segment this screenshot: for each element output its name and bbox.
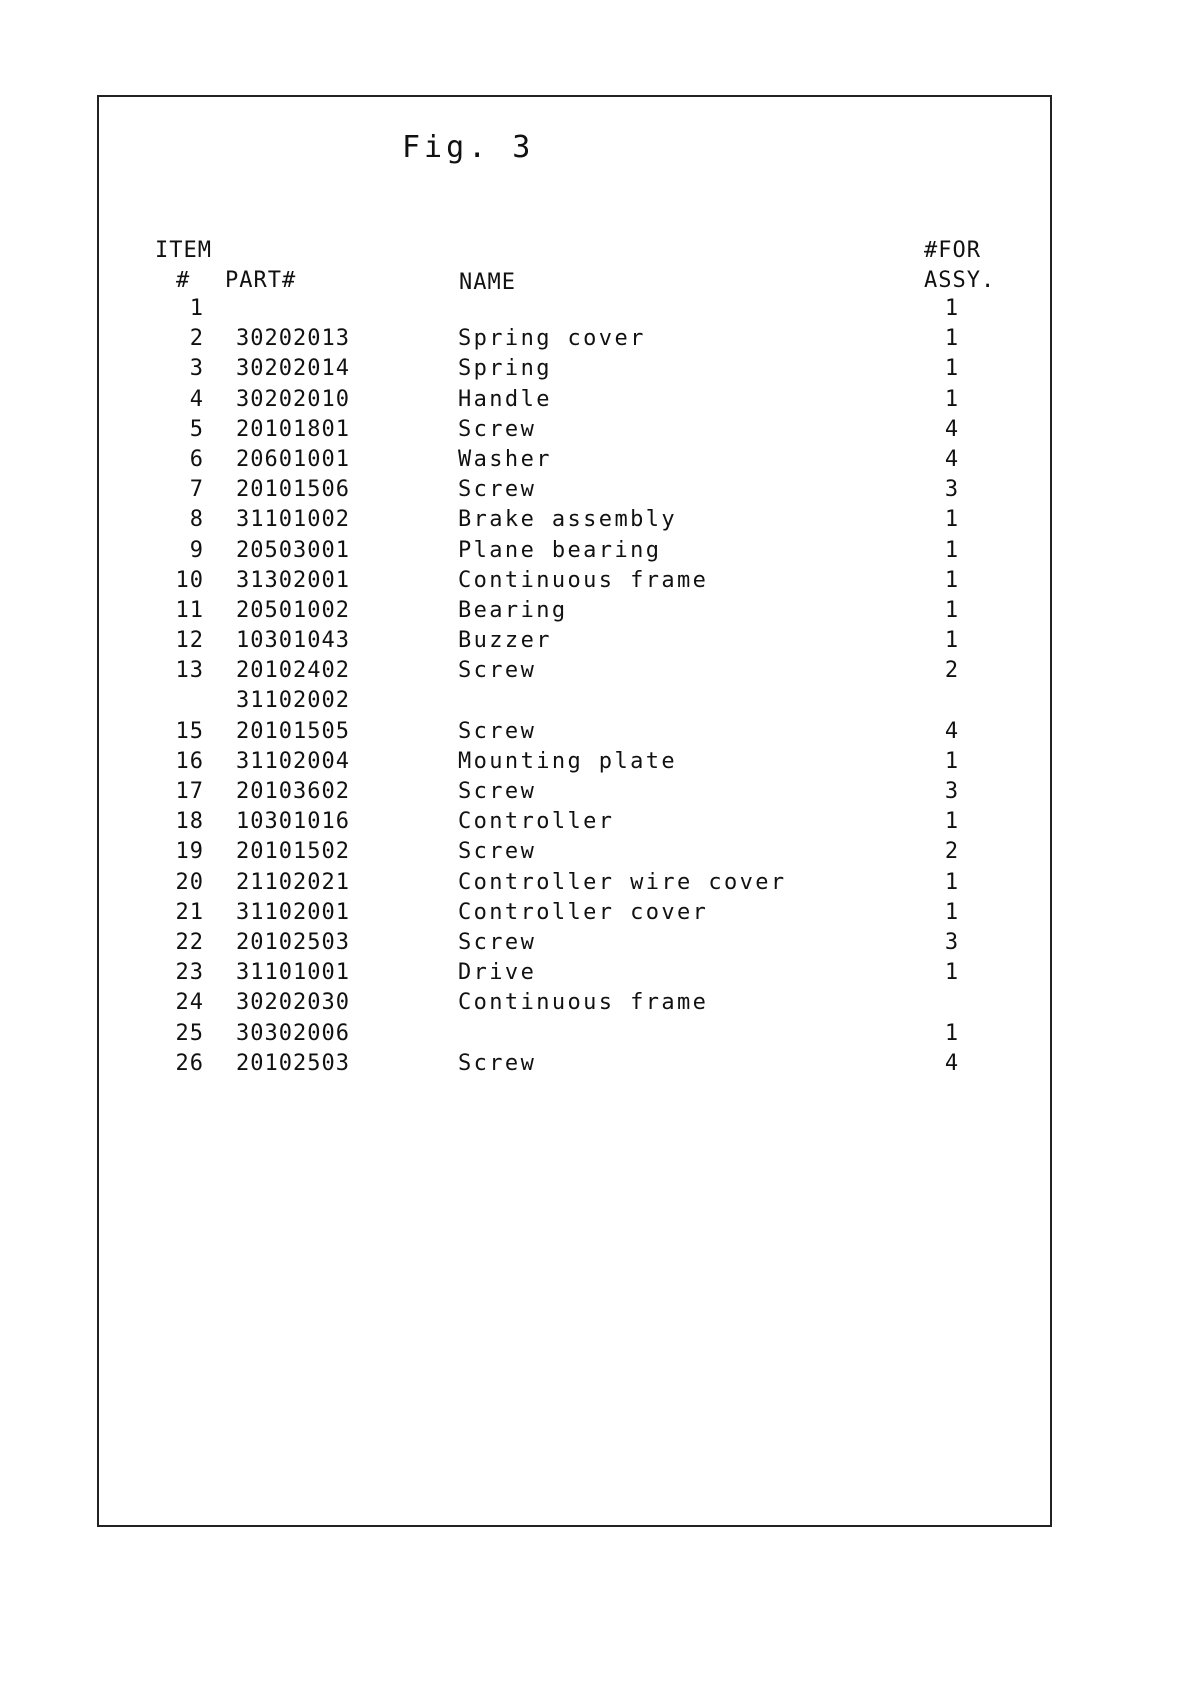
quantity: 1 [944,537,960,563]
item-number: 1 [189,296,204,321]
parts-row [0,566,1190,596]
header-quantity-label: #FOR [924,238,981,263]
part-name: Controller [458,809,615,835]
header-item-label: ITEM [155,238,212,263]
parts-row [0,294,1190,324]
parts-row [0,807,1190,837]
item-number: 9 [189,537,204,563]
parts-row [0,717,1190,747]
quantity: 4 [944,446,960,472]
part-name: Screw [458,779,537,804]
parts-row [0,596,1190,626]
part-number: 20101505 [236,718,350,744]
item-number: 20 [175,869,204,895]
part-name: Screw [458,416,537,442]
item-number: 21 [175,899,204,925]
part-name: Buzzer [458,628,552,654]
part-number: 20101502 [236,839,350,865]
parts-row [0,415,1190,445]
part-number: 31102001 [236,899,350,925]
parts-row [0,868,1190,898]
item-number: 4 [189,386,204,412]
part-number: 30202013 [236,326,350,352]
parts-row [0,1019,1190,1049]
part-name: Plane bearing [458,537,662,563]
quantity: 3 [944,779,960,804]
parts-row [0,747,1190,777]
parts-row [0,777,1190,807]
item-number: 3 [189,356,204,382]
parts-row [0,686,1190,716]
part-number: 21102021 [236,869,350,895]
part-number: 20102503 [236,929,350,955]
quantity: 3 [944,929,960,955]
part-number: 20101506 [236,477,350,503]
quantity: 1 [944,296,960,321]
part-number: 20501002 [236,597,350,623]
quantity: 4 [944,416,960,442]
part-name: Screw [458,658,537,684]
item-number: 16 [175,748,204,774]
item-number: 15 [175,718,204,744]
quantity: 2 [944,839,960,865]
quantity: 1 [944,809,960,835]
part-name: Screw [458,718,537,744]
item-number: 26 [175,1050,204,1076]
part-number: 20102402 [236,658,350,684]
part-name: Controller wire cover [458,869,787,895]
item-number: 12 [175,628,204,654]
item-number: 13 [175,658,204,684]
parts-row [0,1049,1190,1079]
part-name: Drive [458,960,537,986]
quantity: 4 [944,1050,960,1076]
part-number: 20503001 [236,537,350,563]
part-name: Controller cover [458,899,709,925]
part-number: 30202010 [236,386,350,412]
item-number: 22 [175,929,204,955]
item-number: 11 [175,597,204,623]
quantity: 2 [944,658,960,684]
item-number: 19 [175,839,204,865]
quantity: 1 [944,507,960,533]
part-name: Bearing [458,597,568,623]
quantity: 1 [944,748,960,774]
quantity: 4 [944,718,960,744]
header-assembly-label: ASSY. [924,268,996,293]
quantity: 1 [944,597,960,623]
item-number: 24 [175,990,204,1016]
parts-row [0,445,1190,475]
part-number: 31302001 [236,567,350,593]
item-number: 18 [175,809,204,835]
part-number: 31101002 [236,507,350,533]
part-number: 30202030 [236,990,350,1016]
part-name: Washer [458,446,552,472]
quantity: 3 [944,477,960,503]
quantity: 1 [944,386,960,412]
part-name: Brake assembly [458,507,678,533]
item-number: 17 [175,779,204,804]
part-number: 31102002 [236,688,350,714]
part-number: 20103602 [236,779,350,804]
part-name: Continuous frame [458,567,709,593]
part-number: 10301043 [236,628,350,654]
part-number: 10301016 [236,809,350,835]
item-number: 7 [189,477,204,503]
parts-row [0,324,1190,354]
parts-row [0,475,1190,505]
parts-row [0,898,1190,928]
parts-list [0,294,1190,1079]
parts-row [0,837,1190,867]
quantity: 1 [944,326,960,352]
part-number: 20601001 [236,446,350,472]
part-number: 30202014 [236,356,350,382]
header-name: NAME [459,270,516,295]
item-number: 8 [189,507,204,533]
parts-row [0,385,1190,415]
figure-title: Fig. 3 [402,130,535,165]
parts-row [0,988,1190,1018]
part-name: Handle [458,386,552,412]
quantity: 1 [944,356,960,382]
part-name: Screw [458,929,537,955]
quantity: 1 [944,567,960,593]
item-number: 5 [189,416,204,442]
item-number: 25 [175,1020,204,1046]
parts-row [0,536,1190,566]
header-part-number: PART# [225,268,297,293]
part-name: Spring [458,356,552,382]
part-number: 20102503 [236,1050,350,1076]
part-name: Screw [458,477,537,503]
quantity: 1 [944,960,960,986]
parts-row [0,626,1190,656]
part-name: Spring cover [458,326,646,352]
parts-row [0,928,1190,958]
item-number: 6 [189,446,204,472]
parts-row [0,354,1190,384]
part-name: Mounting plate [458,748,678,774]
part-number: 31101001 [236,960,350,986]
part-number: 30302006 [236,1020,350,1046]
part-name: Screw [458,839,537,865]
part-name: Continuous frame [458,990,709,1016]
part-name: Screw [458,1050,537,1076]
quantity: 1 [944,1020,960,1046]
part-number: 31102004 [236,748,350,774]
parts-row [0,505,1190,535]
header-item-number-label: # [176,268,191,293]
item-number: 23 [175,960,204,986]
quantity: 1 [944,899,960,925]
part-number: 20101801 [236,416,350,442]
parts-row [0,958,1190,988]
item-number: 10 [175,567,204,593]
parts-row [0,656,1190,686]
quantity: 1 [944,869,960,895]
quantity: 1 [944,628,960,654]
item-number: 2 [189,326,204,352]
